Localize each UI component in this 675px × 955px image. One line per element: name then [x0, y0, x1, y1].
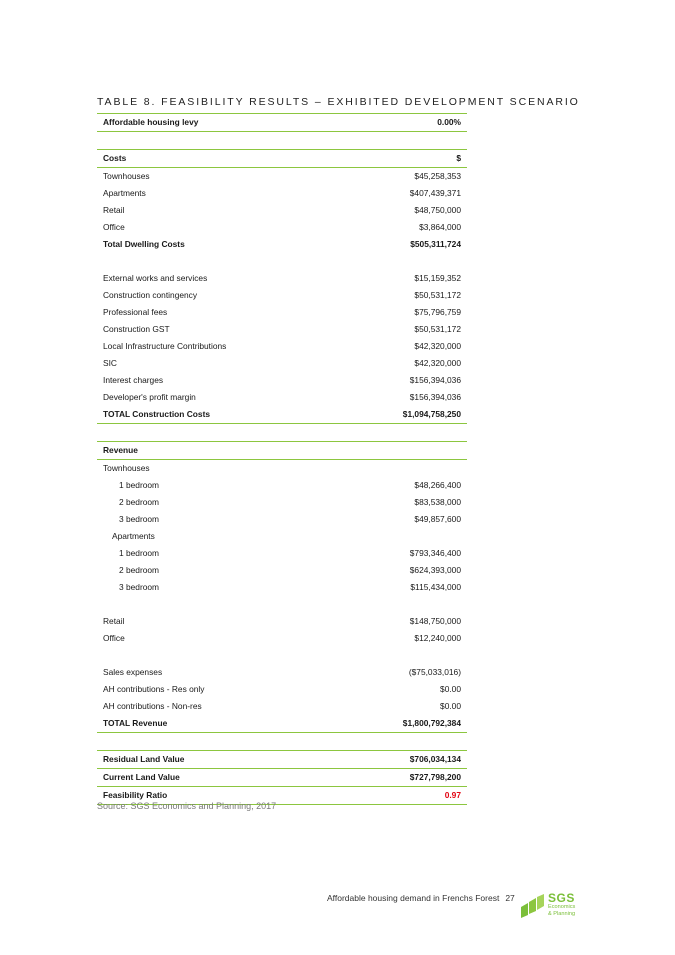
table-row: [97, 751, 467, 769]
page-number: 27: [505, 893, 515, 903]
row-label: 2 bedroom: [119, 565, 160, 575]
row-label: 3 bedroom: [119, 514, 160, 524]
row-value: $0.00: [440, 684, 461, 694]
spacer-row: [97, 424, 467, 442]
row-label: Construction contingency: [103, 290, 198, 300]
table-row: [97, 355, 467, 372]
row-label: Townhouses: [103, 171, 150, 181]
row-label: Current Land Value: [103, 772, 180, 782]
row-label: Local Infrastructure Contributions: [103, 341, 227, 351]
table-row: [97, 185, 467, 202]
row-value: $15,159,352: [414, 273, 461, 283]
row-label: External works and services: [103, 273, 208, 283]
table-row: [97, 202, 467, 219]
row-value: $624,393,000: [409, 565, 461, 575]
table-title: TABLE 8. FEASIBILITY RESULTS – EXHIBITED DEVELOPMENT SCENARIO: [97, 96, 580, 108]
row-value: $49,857,600: [414, 514, 461, 524]
table-row: [97, 150, 467, 168]
row-value: $148,750,000: [409, 616, 461, 626]
row-label: Retail: [103, 616, 125, 626]
table-row: [97, 528, 467, 545]
table-row: [97, 287, 467, 304]
row-label: Interest charges: [103, 375, 164, 385]
row-value: $407,439,371: [409, 188, 461, 198]
table-row: [97, 630, 467, 647]
row-label: Office: [103, 633, 125, 643]
feasibility-ratio-value: 0.97: [444, 790, 461, 800]
table-row: [97, 113, 467, 132]
row-label: TOTAL Construction Costs: [103, 409, 211, 419]
row-label: Revenue: [103, 445, 138, 455]
table-row: [97, 372, 467, 389]
row-label: AH contributions - Res only: [103, 684, 205, 694]
row-value: $48,750,000: [414, 205, 461, 215]
row-label: SIC: [103, 358, 117, 368]
table-row: [97, 304, 467, 321]
table-row: [97, 442, 467, 460]
table-row: [97, 494, 467, 511]
table-row: [97, 236, 467, 253]
table-row: [97, 715, 467, 733]
table-row: [97, 579, 467, 596]
table-row: [97, 562, 467, 579]
source-note: Source: SGS Economics and Planning, 2017: [97, 801, 277, 811]
row-value: $83,538,000: [414, 497, 461, 507]
row-value: ($75,033,016): [408, 667, 461, 677]
row-label: 3 bedroom: [119, 582, 160, 592]
logo-subtitle: [548, 904, 575, 917]
row-value: $1,094,758,250: [402, 409, 461, 419]
row-label: Residual Land Value: [103, 754, 185, 764]
feasibility-table: [97, 113, 467, 805]
row-value: $156,394,036: [409, 392, 461, 402]
row-value: $0.00: [440, 701, 461, 711]
row-value: $42,320,000: [414, 358, 461, 368]
logo-brand: SGS: [548, 891, 575, 905]
row-value: $115,434,000: [410, 582, 461, 592]
row-value: $3,864,000: [419, 222, 461, 232]
row-value: 0.00%: [437, 117, 461, 127]
row-label: Developer's profit margin: [103, 392, 196, 402]
row-label: Apartments: [103, 188, 146, 198]
spacer-row: [97, 132, 467, 150]
logo-line-1: Economics: [548, 904, 576, 910]
row-value: $727,798,200: [409, 772, 461, 782]
table-row: [97, 698, 467, 715]
row-label: 1 bedroom: [119, 548, 160, 558]
row-label: Costs: [103, 153, 127, 163]
table-row: [97, 460, 467, 477]
spacer-row: [97, 647, 467, 664]
row-value: $12,240,000: [414, 633, 461, 643]
table-row: [97, 219, 467, 236]
row-label: AH contributions - Non-res: [103, 701, 202, 711]
table-row: [97, 338, 467, 355]
table-row: [97, 769, 467, 787]
row-label: Townhouses: [103, 463, 150, 473]
sgs-logo: [519, 891, 579, 921]
row-label: Feasibility Ratio: [103, 790, 168, 800]
table-row: [97, 681, 467, 698]
row-label: Apartments: [112, 531, 155, 541]
table-row: [97, 406, 467, 424]
row-value: $45,258,353: [414, 171, 461, 181]
row-label: 2 bedroom: [119, 497, 160, 507]
row-value: $505,311,724: [410, 239, 461, 249]
table-row: [97, 270, 467, 287]
row-value: $: [456, 153, 461, 163]
table-row: [97, 477, 467, 494]
row-value: $793,346,400: [409, 548, 461, 558]
row-value: $42,320,000: [414, 341, 461, 351]
row-value: $75,796,759: [414, 307, 461, 317]
table-row: [97, 511, 467, 528]
logo-line-2: & Planning: [548, 910, 576, 917]
table-row: [97, 613, 467, 630]
page-footer: [327, 893, 515, 903]
table-row: [97, 168, 467, 185]
table-row: [97, 321, 467, 338]
row-value: $48,266,400: [414, 480, 461, 490]
row-label: TOTAL Revenue: [103, 718, 168, 728]
row-value: $50,531,172: [414, 324, 461, 334]
row-label: Total Dwelling Costs: [103, 239, 185, 249]
row-value: $50,531,172: [414, 290, 461, 300]
row-label: Office: [103, 222, 125, 232]
row-value: $156,394,036: [409, 375, 461, 385]
row-value: $706,034,134: [409, 754, 461, 764]
spacer-row: [97, 596, 467, 613]
row-value: $1,800,792,384: [402, 718, 461, 728]
table-row: [97, 545, 467, 562]
spacer-row: [97, 733, 467, 751]
table-row: [97, 664, 467, 681]
sgs-logo-mark-icon: [519, 893, 545, 919]
row-label: Construction GST: [103, 324, 170, 334]
row-label: 1 bedroom: [119, 480, 160, 490]
row-label: Professional fees: [103, 307, 168, 317]
spacer-row: [97, 253, 467, 270]
row-label: Affordable housing levy: [103, 117, 199, 127]
footer-text: Affordable housing demand in Frenchs Forest: [327, 893, 500, 903]
row-label: Retail: [103, 205, 125, 215]
row-label: Sales expenses: [103, 667, 163, 677]
table-row: [97, 389, 467, 406]
